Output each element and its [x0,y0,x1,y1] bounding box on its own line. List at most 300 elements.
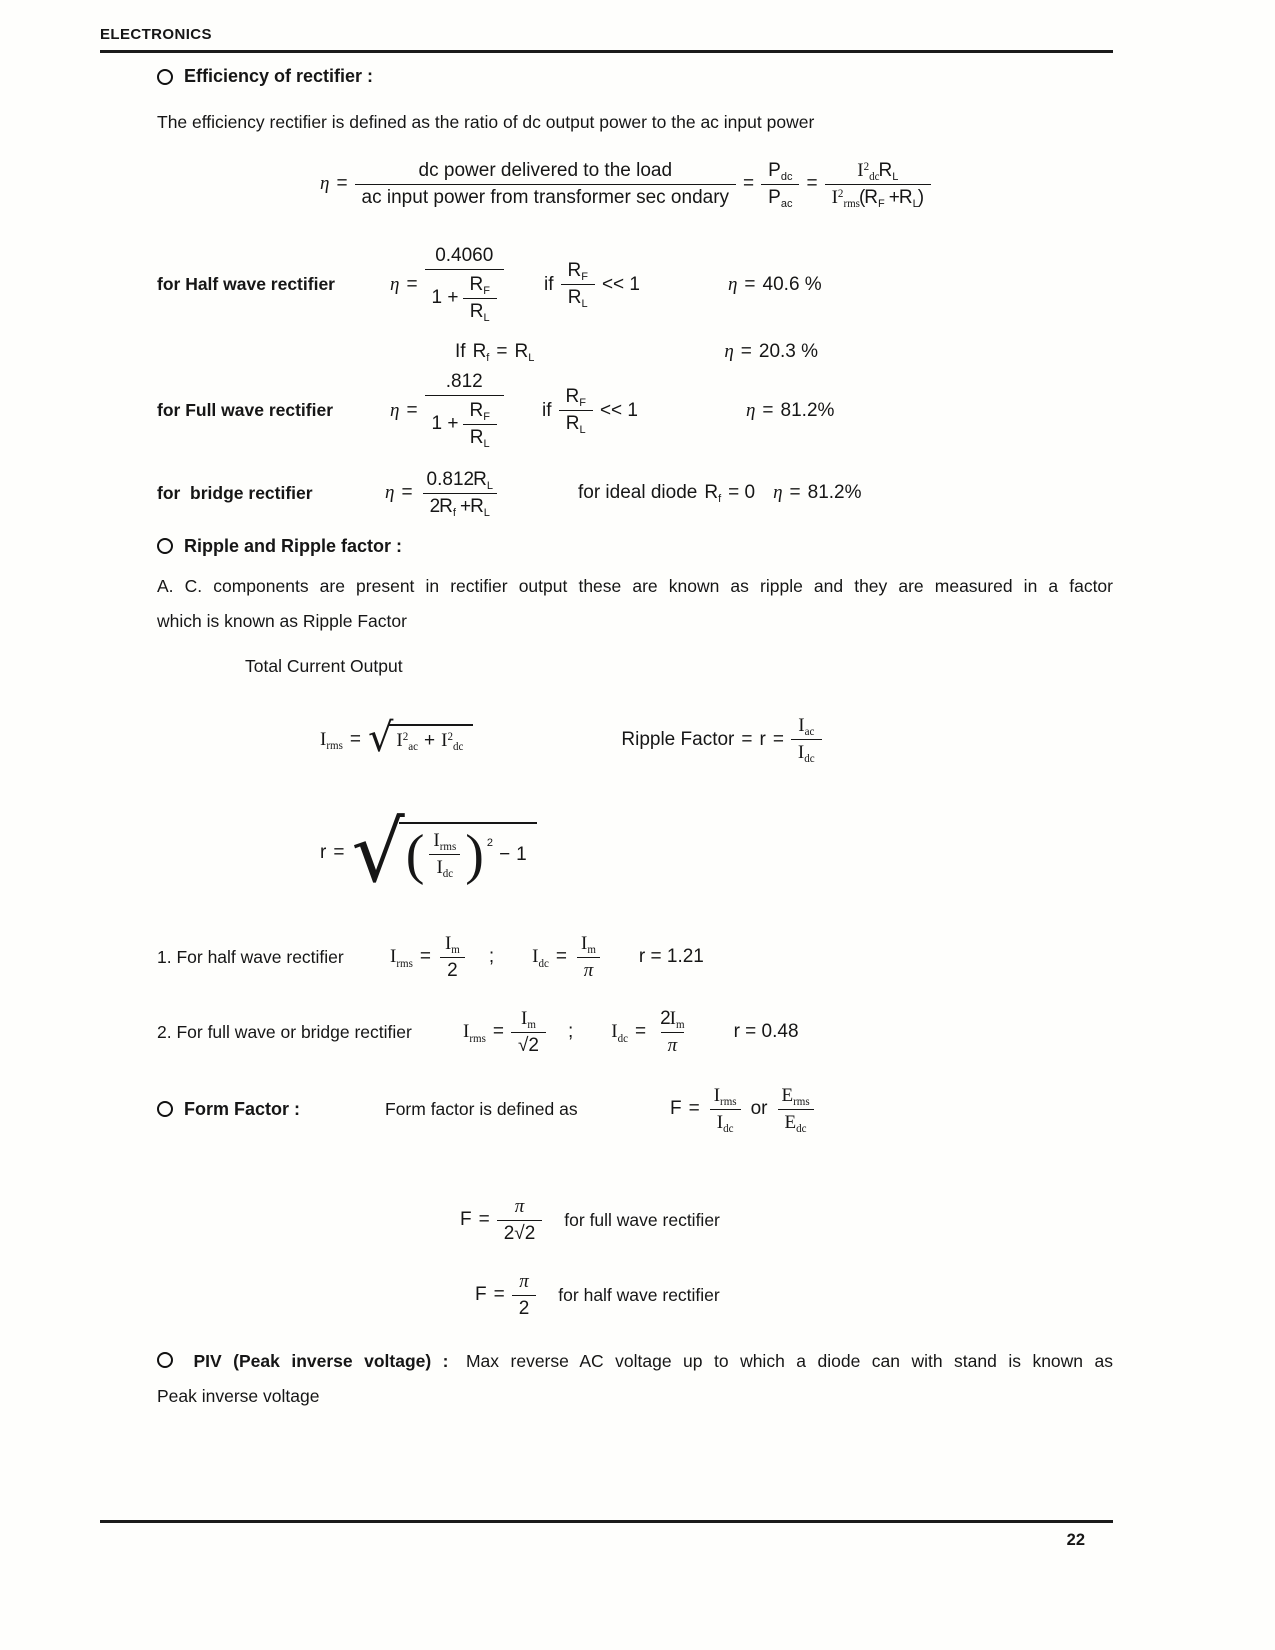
math-variable: $I_{rms}$ [713,1084,737,1109]
form-factor-half-wave-formula [475,1269,536,1322]
math-text: F [670,1098,682,1120]
math-variable: $R_F$ [469,273,490,297]
form-factor-full-wave-row [460,1194,1113,1247]
numerator [761,158,799,184]
content [157,66,1113,1414]
subscript: m [587,944,596,957]
math-variable: $R_f$ [704,482,722,506]
math-text: dc power delivered to the load [418,159,673,181]
header-rule [100,50,1113,53]
subscript: dc [538,957,549,970]
half-wave-result [728,274,822,296]
subscript: dc [869,170,880,183]
math-variable: $I_{rms}$ [433,830,457,854]
circle-bullet-icon [157,538,173,554]
math-variable: $I_{rms}$ [463,1021,486,1045]
denominator [425,269,504,327]
subscript: f [486,351,490,364]
math-text: 1 [516,843,527,865]
math-text: << 1 [601,273,640,295]
subscript: f [452,506,456,519]
fraction [558,384,592,437]
subscript: dc [796,1123,807,1136]
total-current-output-label: Total Current Output [245,656,403,676]
math-text: + [888,186,900,208]
numerator [791,713,821,739]
section-efficiency-heading [157,66,1113,87]
math-text: π [514,1195,525,1217]
math-text: = [789,482,801,503]
math-variable: $R_F$ [864,186,885,210]
denominator [463,424,497,451]
math-text: r = 0.48 [733,1021,799,1043]
denominator [463,298,497,325]
header-title: ELECTRONICS [100,26,212,43]
math-variable: $R_L$ [514,340,535,364]
full-wave-ripple-formula [463,1006,692,1059]
ripple-intro [157,569,1113,639]
denominator [778,1109,814,1136]
math-variable: $R_L$ [473,468,493,492]
math-text: = [688,1098,700,1120]
footer-rule [100,1520,1113,1523]
subscript: L [892,170,899,183]
piv-line1 [157,1344,1113,1379]
numerator [426,828,463,854]
math-text: ac input power from transformer sec ondary [361,186,730,208]
subscript: F [483,284,490,297]
denominator [577,957,601,984]
denominator [710,1109,741,1136]
piv-heading: PIV (Peak inverse voltage) : [193,1350,449,1371]
math-text: 2 [660,1007,671,1029]
fraction [560,258,594,311]
math-variable: $I_m$ [669,1007,685,1032]
math-variable: $R_F$ [469,399,490,423]
irms-formula [320,714,473,761]
math-variable: $I_{dc}$ [797,742,815,766]
math-text: 2 [429,495,441,517]
math-variable: $I^2_{ac}$ [396,729,419,754]
rf-equals-rl-row [455,341,1113,363]
denominator [661,1032,685,1059]
subscript: L [486,479,493,492]
efficiency-definition-row [320,158,1113,211]
section-ripple-heading-text: Ripple and Ripple factor : [184,535,403,556]
subscript: L [912,197,919,210]
math-variable: $R_L$ [878,159,899,183]
math-text: η [724,340,734,362]
math-text: + [424,729,436,751]
form-factor-row [157,1083,1113,1136]
math-variable: $R_L$ [469,426,490,450]
math-variable: $R_L$ [567,287,588,311]
bridge-condition [578,482,755,504]
math-variable: $I^2_{dc}$ [441,729,464,754]
section-efficiency-heading-text: Efficiency of rectifier : [184,66,374,86]
math-variable: $I_{dc}$ [436,857,454,881]
form-factor-definition-text: Form factor is defined as [385,1098,578,1119]
math-text: 40.6 % [762,273,822,295]
section-form-factor-heading-text: Form Factor : [184,1098,301,1119]
denominator [440,957,465,984]
superscript: 2 [447,731,453,744]
math-variable: $P_{ac}$ [768,186,793,210]
math-text: 1 + [431,413,459,434]
math-text: ; [488,946,495,968]
math-text: 0.812 [426,468,475,490]
math-text: = [555,946,567,968]
math-variable: $I_m$ [444,932,460,957]
numerator [439,369,490,395]
full-wave-formula [390,369,504,453]
parenthesized-group: ( $\frac{I_{rms}}{I_{dc}}$ ) [405,823,484,886]
subscript: L [483,437,490,450]
ripple-intro-line2: which is known as Ripple Factor [157,610,407,631]
full-wave-condition [542,384,638,437]
math-text: η [773,482,783,503]
full-wave-efficiency-row [157,369,1113,453]
numerator [508,1194,532,1220]
subscript: m [451,944,460,957]
math-text: = [772,728,784,750]
math-variable: $I_{dc}$ [611,1021,628,1045]
math-variable: $R_F$ [565,386,586,410]
subscript: L [483,506,490,519]
math-variable: $E_{rms}$ [781,1084,810,1109]
subscript: m [527,1019,536,1032]
math-variable: $I^2_{rms}$ [831,186,860,210]
bridge-formula [385,467,500,520]
rf-equals-rl-result [724,341,818,363]
square-root [367,714,473,761]
math-text: ) [917,186,925,208]
math-text: = [762,399,774,421]
math-text: + [459,495,472,517]
numerator [512,1269,536,1295]
math-variable: $I_{dc}$ [532,946,549,970]
bridge-result [773,482,861,504]
full-wave-result [746,400,834,422]
page-header [0,0,1275,53]
math-variable: $R_f$ [472,340,490,364]
square-root [351,803,536,901]
denominator [559,410,593,437]
subscript: rms [720,1096,737,1109]
numerator [463,398,497,424]
numerator [514,1006,543,1032]
subscript: dc [723,1123,734,1136]
circle-bullet-icon [157,1101,173,1117]
math-text: 2 [518,1297,530,1319]
fraction [511,1006,546,1059]
math-text: = [406,399,418,421]
fraction [463,272,497,325]
math-variable: $P_{dc}$ [768,159,793,183]
math-text: r [320,842,327,864]
math-text: √2 [517,1034,539,1056]
math-text: r = 1.21 [638,946,704,968]
math-variable: $I^2_{dc}$ [857,159,880,183]
efficiency-intro: The efficiency rectifier is defined as the ratio of dc output power to the ac input power [157,112,815,132]
section-form-factor-heading [157,1099,385,1120]
math-text: 81.2% [807,482,862,503]
math-spacer [580,1032,604,1033]
rf-equals-rl-condition [455,341,534,363]
math-text: π [667,1034,678,1056]
subscript: rms [469,1032,486,1045]
page-number: 22 [1066,1531,1085,1549]
full-wave-ripple-row [157,1006,1113,1059]
full-wave-label: for Full wave rectifier [157,400,334,420]
math-text: .812 [445,370,483,392]
math-text: = [492,1021,504,1043]
math-spacer [553,1032,561,1033]
math-text: ( [858,186,866,208]
page-footer [100,1520,1113,1550]
piv-text-line1: Max reverse AC voltage up to which a diode can with stand is known as [465,1350,1113,1371]
math-text: = [419,946,431,968]
superscript: 2 [486,836,494,849]
fraction [512,1269,537,1322]
subscript: rms [396,957,413,970]
denominator [512,1295,537,1322]
numerator [774,1083,816,1109]
denominator [423,493,497,520]
full-wave-ripple-label: 2. For full wave or bridge rectifier [157,1021,412,1042]
math-text: = [478,1209,490,1231]
radicand [389,724,473,754]
fraction [761,158,799,211]
fraction [463,398,497,451]
half-wave-ripple-row [157,931,1113,984]
bridge-label: for bridge rectifier [157,482,313,503]
form-factor-full-wave-formula [460,1194,542,1247]
ripple-factor-formula [621,713,821,766]
math-text: if [543,273,554,295]
ripple-intro-line1: A. C. components are present in rectifier output these are known as ripple and they are measured in a factor [157,575,1113,596]
numerator [463,272,497,298]
bridge-rectifier-row [157,467,1113,520]
subscript: m [676,1019,685,1032]
numerator [438,931,467,957]
math-text: << 1 [599,399,638,421]
math-text: η [390,273,400,295]
subscript: dc [442,868,454,881]
denominator [355,184,737,211]
form-factor-half-wave-row [475,1269,1113,1322]
subscript: rms [793,1096,810,1109]
section-ripple-heading [157,536,1113,557]
fraction [825,158,931,211]
subscript: dc [452,741,464,754]
math-text: 2√2 [503,1222,536,1244]
math-text: η [320,173,330,194]
fraction [791,713,822,766]
half-wave-label: for Half wave rectifier [157,274,335,294]
math-variable: $R_L$ [469,300,490,324]
math-text: = [743,173,755,194]
fraction [574,931,603,984]
numerator [653,1006,691,1032]
subscript: dc [780,170,793,183]
half-wave-ripple-formula [390,931,603,984]
math-text: Ripple Factor [621,728,735,750]
math-variable: $R_L$ [565,413,586,437]
subscript: dc [804,753,815,766]
fraction [653,1006,691,1059]
radical-icon: √ [351,803,405,901]
denominator [425,395,504,453]
subscript: rms [326,739,343,752]
half-wave-condition [544,258,640,311]
math-text: for ideal diode [577,482,698,503]
subscript: F [483,410,490,423]
subscript: rms [439,841,457,854]
denominator [511,1032,546,1059]
math-text: η [727,273,738,295]
math-variable: $R_L$ [470,495,490,519]
subscript: f [718,493,722,506]
fraction [774,1083,816,1136]
group-content [424,828,465,881]
subscript: dc [617,1032,628,1045]
math-text [487,828,493,850]
subscript: L [528,351,535,364]
fraction [707,1083,744,1136]
denominator [561,284,595,311]
math-text: F [475,1284,487,1306]
math-text: ; [567,1021,574,1043]
subscript: F [581,271,588,284]
numerator [560,258,594,284]
denominator [429,854,460,881]
irms-row [320,713,1113,766]
form-factor-full-wave-caption: for full wave rectifier [564,1209,720,1230]
math-text: − [499,843,511,865]
numerator [707,1083,744,1109]
efficiency-definition-formula [320,158,931,211]
math-text: = [740,340,752,362]
math-variable: $I_m$ [521,1007,536,1032]
math-text: 81.2% [780,399,835,421]
subscript: F [878,197,885,210]
full-wave-ripple-result [734,1021,799,1043]
math-variable: $R_L$ [898,186,919,210]
math-spacer [474,957,482,958]
math-variable: $E_{dc}$ [784,1111,807,1136]
circle-bullet-icon [157,1352,173,1368]
math-variable: $I_{dc}$ [716,1111,734,1136]
superscript: 2 [402,731,409,744]
fraction [426,828,463,881]
subscript: ac [408,741,419,754]
math-text: 20.3 % [758,340,819,362]
math-variable: $I_m$ [581,932,596,957]
math-text: = [333,842,345,864]
numerator [850,158,905,184]
subscript: F [579,397,586,410]
math-text: η [745,399,756,421]
form-factor-half-wave-caption: for half wave rectifier [558,1284,720,1305]
fraction [425,243,504,327]
math-text: = [336,173,348,194]
denominator [761,184,799,211]
math-text: F [460,1209,472,1231]
math-text: 0.4060 [435,244,494,266]
fraction [497,1194,543,1247]
fraction [438,931,467,984]
math-text: π [583,959,594,981]
math-text: η [390,399,400,421]
math-text: π [519,1270,529,1292]
numerator [428,243,500,269]
half-wave-ripple-label: 1. For half wave rectifier [157,946,344,967]
math-text: If [455,340,466,362]
denominator [825,184,931,211]
math-text: or [750,1098,768,1120]
math-text: r [759,728,766,750]
math-variable: $I_{rms}$ [320,728,343,752]
numerator [420,467,500,493]
subscript: L [581,298,588,311]
numerator [412,158,680,184]
subscript: ac [804,726,815,739]
denominator [791,739,822,766]
subscript: L [579,424,586,437]
math-text: 2 [447,959,458,981]
math-text: η [385,482,395,503]
superscript: 2 [837,188,844,200]
fraction [355,158,737,211]
numerator [558,384,592,410]
math-text: = [806,173,818,194]
math-text: = [741,728,753,750]
fraction [420,467,500,520]
half-wave-formula [390,243,504,327]
piv-text-line2: Peak inverse voltage [157,1385,320,1406]
subscript: ac [780,197,793,210]
math-variable: $R_F$ [567,260,588,284]
subscript: rms [843,197,860,210]
fraction [425,369,504,453]
math-text: = [496,340,508,362]
radical-icon: √ [367,714,394,761]
form-factor-formula [670,1083,817,1136]
math-text: = [401,482,413,503]
radicand [399,822,537,886]
piv-paragraph [157,1344,1113,1414]
half-wave-ripple-result [639,946,704,968]
ripple-factor-root-formula [320,803,537,901]
ripple-factor-root-row [320,803,1113,901]
half-wave-efficiency-row [157,243,1113,327]
math-text: = [406,273,418,295]
superscript: 2 [863,161,870,173]
math-variable: $I_{ac}$ [798,715,815,739]
math-text: = [349,728,361,750]
math-text: = [634,1021,647,1043]
math-text: = [744,273,756,295]
numerator [574,931,603,957]
denominator [497,1220,543,1247]
circle-bullet-icon [157,69,173,85]
math-text: 1 + [431,287,459,308]
math-text: = [493,1284,505,1306]
math-variable: $I_{rms}$ [390,946,413,970]
math-spacer [501,957,525,958]
math-text: if [541,399,552,421]
